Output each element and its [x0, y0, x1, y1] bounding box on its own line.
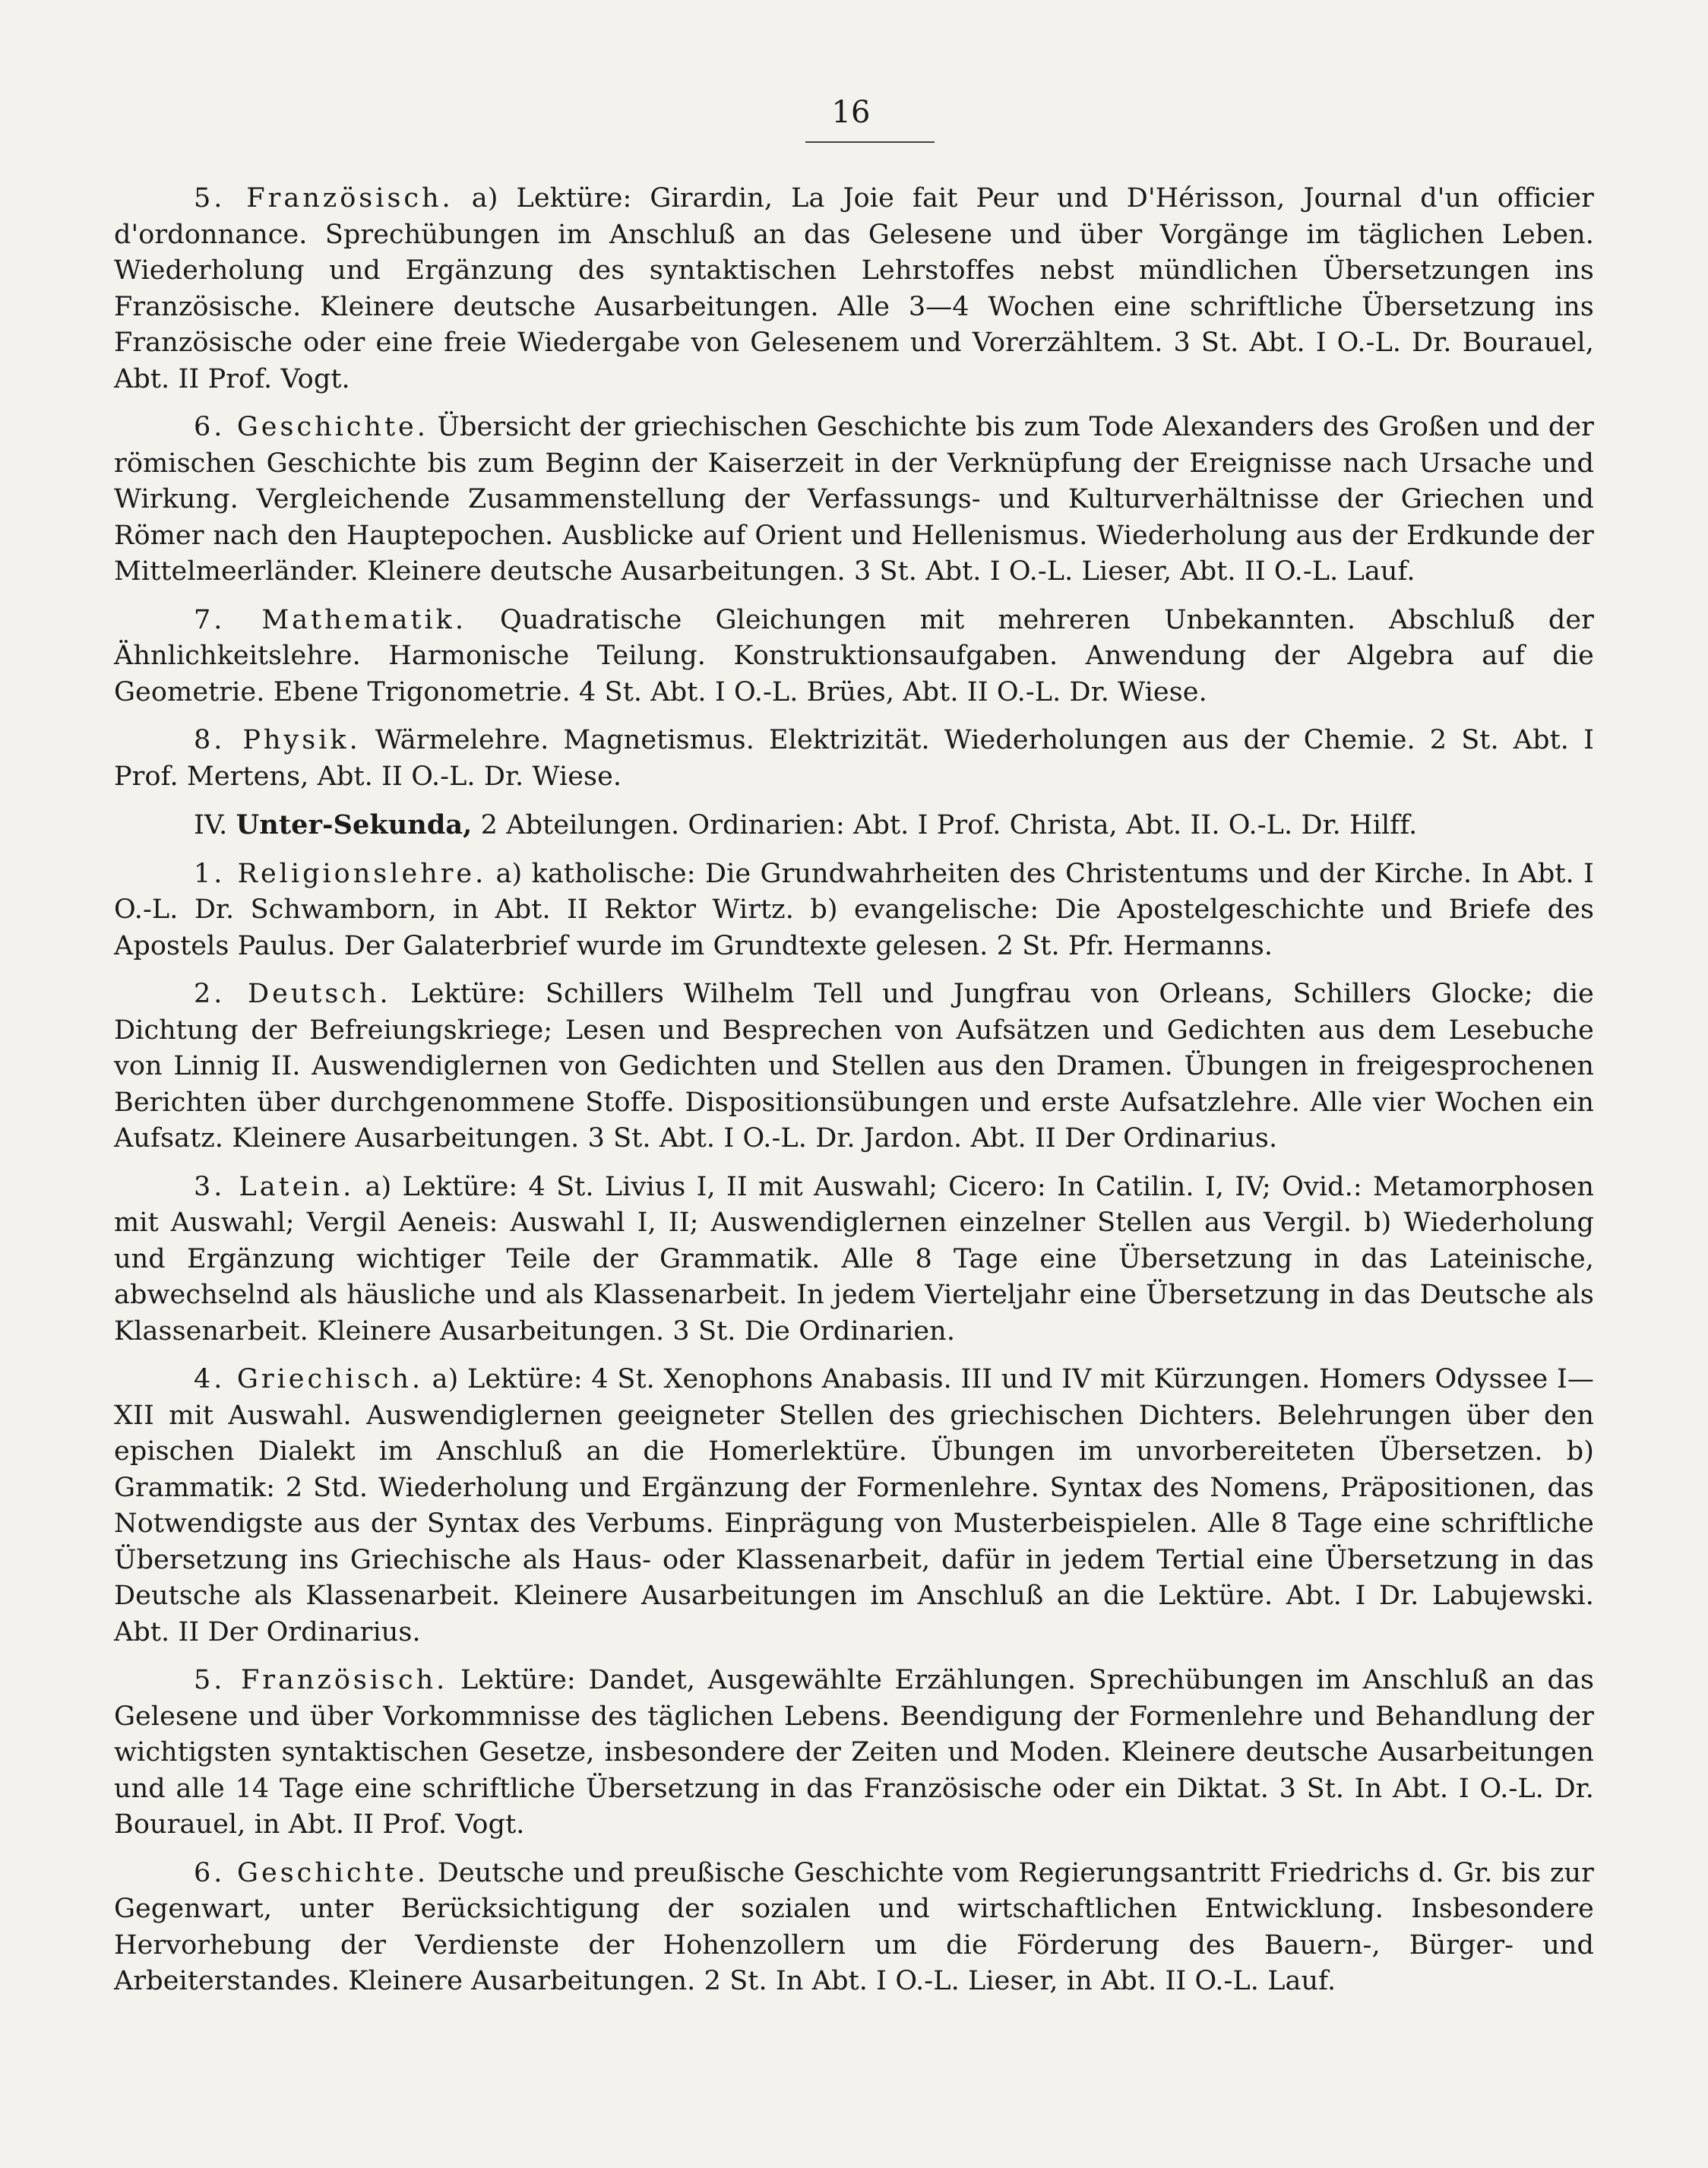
subject-heading: 4. Griechisch. [194, 1364, 424, 1394]
paragraph-geschichte-1 [114, 410, 1594, 590]
paragraph-text: Wärmelehre. Magnetismus. Elektrizität. Wiederholungen aus der Chemie. 2 St. Abt. I Prof. Mertens, Abt. II O.-L. Dr. Wiese. [114, 725, 1594, 792]
paragraph-geschichte-2 [114, 1856, 1594, 2000]
paragraph-text: a) Lektüre: 4 St. Xenophons Anabasis. III und IV mit Kürzungen. Homers Odyssee I—XII mit Auswahl. Auswendiglernen geeigneter Stellen des griechischen Dichters. Belehrungen über den epischen Dialekt im Anschluß an die Homerlektüre. Übungen im unvorbereiteten Übersetzen. b) Grammatik: 2 Std. Wiederholung und Ergänzung der Formenlehre. Syntax des Nomens, Präpositionen, das Notwendigste aus der Syntax des Verbums. Einprägung von Musterbeispielen. Alle 8 Tage eine schriftliche Übersetzung ins Griechische als Haus- oder Klassenarbeit, dafür in jedem Tertial eine Übersetzung in das Deutsche als Klassenarbeit. Kleinere Ausarbeitungen im Anschluß an die Lektüre. Abt. I Dr. Labujewski. Abt. II Der Ordinarius. [114, 1364, 1595, 1647]
subject-heading: 2. Deutsch. [194, 979, 391, 1009]
paragraph-physik [114, 723, 1594, 795]
division-text: 2 Abteilungen. Ordinarien: Abt. I Prof. Christa, Abt. II. O.-L. Dr. Hilff. [472, 810, 1418, 840]
page-number-rule [805, 141, 935, 143]
paragraph-text: Quadratische Gleichungen mit mehreren Unbekannten. Abschluß der Ähnlichkeitslehre. Harmonische Teilung. Konstruktionsaufgaben. Anwendung der Algebra auf die Geometrie. Ebene Trigonometrie. 4 St. Abt. I O.-L. Brües, Abt. II O.-L. Dr. Wiese. [114, 604, 1594, 707]
paragraph-text: Übersicht der griechischen Geschichte bis zum Tode Alexanders des Großen und der römischen Geschichte bis zum Beginn der Kaiserzeit in der Verknüpfung der Ereignisse nach Ursache und Wirkung. Vergleichende Zusammenstellung der Verfassungs- und Kulturverhältnisse der Griechen und Römer nach den Hauptepochen. Ausblicke auf Orient und Hellenismus. Wiederholung aus der Erdkunde der Mittelmeerländer. Kleinere deutsche Ausarbeitungen. 3 St. Abt. I O.-L. Lieser, Abt. II O.-L. Lauf. [114, 412, 1594, 587]
paragraph-latein [114, 1169, 1594, 1350]
paragraph-franzoesisch-2 [114, 1663, 1594, 1844]
page-number: 16 [831, 95, 871, 130]
division-numeral: IV. [194, 810, 228, 840]
paragraph-text: Lektüre: Dandet, Ausgewählte Erzählungen. Sprechübungen im Anschluß an das Gelesene und über Vorkommnisse des täglichen Lebens. Beendigung der Formenlehre und Behandlung der wichtigsten syntaktischen Gesetze, insbesondere der Zeiten und Moden. Kleinere deutsche Ausarbeitungen und alle 14 Tage eine schriftliche Übersetzung in das Französische oder ein Diktat. 3 St. In Abt. I O.-L. Dr. Bourauel, in Abt. II Prof. Vogt. [114, 1665, 1595, 1840]
subject-heading: 3. Latein. [194, 1171, 355, 1202]
subject-heading: 1. Religionslehre. [194, 858, 487, 889]
paragraph-religionslehre [114, 856, 1594, 965]
subject-heading: 5. Französisch. [194, 1665, 448, 1695]
paragraph-deutsch [114, 976, 1594, 1157]
subject-heading: 6. Geschichte. [194, 1857, 429, 1888]
paragraph-text: Deutsche und preußische Geschichte vom Regierungsantritt Friedrichs d. Gr. bis zur Gegenwart, unter Berücksichtigung der sozialen und wirtschaftlichen Entwicklung. Insbesondere Hervorhebung der Verdienste der Hohenzollern um die Förderung des Bauern-, Bürger- und Arbeiterstandes. Kleinere Ausarbeitungen. 2 St. In Abt. I O.-L. Lieser, in Abt. II O.-L. Lauf. [114, 1857, 1594, 1996]
subject-heading: 6. Geschichte. [194, 412, 429, 442]
paragraph-griechisch [114, 1362, 1594, 1651]
paragraph-text: a) Lektüre: 4 St. Livius I, II mit Auswahl; Cicero: In Catilin. I, IV; Ovid.: Metamorphosen mit Auswahl; Vergil Aeneis: Auswahl I, II; Auswendiglernen einzelner Stellen aus Vergil. b) Wiederholung und Ergänzung wichtiger Teile der Grammatik. Alle 8 Tage eine Übersetzung in das Lateinische, abwechselnd als häusliche und als Klassenarbeit. In jedem Vierteljahr eine Übersetzung in das Deutsche als Klassenarbeit. Kleinere Ausarbeitungen. 3 St. Die Ordinarien. [114, 1171, 1594, 1347]
paragraph-text: a) katholische: Die Grundwahrheiten des Christentums und der Kirche. In Abt. I O.-L. Dr. Schwamborn, in Abt. II Rektor Wirtz. b) evangelische: Die Apostelgeschichte und Briefe des Apostels Paulus. Der Galaterbrief wurde im Grundtexte gelesen. 2 St. Pfr. Hermanns. [114, 858, 1594, 961]
paragraph-text: Lektüre: Schillers Wilhelm Tell und Jungfrau von Orleans, Schillers Glocke; die Dichtung der Befreiungskriege; Lesen und Besprechen von Aufsätzen und Gedichten aus dem Lesebuche von Linnig II. Auswendiglernen von Gedichten und Stellen aus den Dramen. Übungen in freigesprochenen Berichten über durchgenommene Stoffe. Dispositionsübungen und erste Aufsatzlehre. Alle vier Wochen ein Aufsatz. Kleinere Ausarbeitungen. 3 St. Abt. I O.-L. Dr. Jardon. Abt. II Der Ordinarius. [114, 979, 1594, 1154]
subject-heading: 5. Französisch. [194, 183, 454, 214]
division-heading [114, 807, 1594, 844]
paragraph-mathematik [114, 603, 1594, 711]
subject-heading: 7. Mathematik. [194, 604, 467, 635]
subject-heading: 8. Physik. [194, 725, 361, 755]
paragraph-franzoesisch-1 [114, 181, 1594, 397]
page-body [114, 181, 1594, 2012]
division-title: Unter-Sekunda, [236, 809, 473, 840]
paragraph-text: a) Lektüre: Girardin, La Joie fait Peur und D'Hérisson, Journal d'un officier d'ordonnance. Sprechübungen im Anschluß an das Gelesene und über Vorgänge im täglichen Leben. Wiederholung und Ergänzung des syntaktischen Lehrstoffes nebst mündlichen Übersetzungen ins Französische. Kleinere deutsche Ausarbeitungen. Alle 3—4 Wochen eine schriftliche Übersetzung ins Französische oder eine freie Wiedergabe von Gelesenem und Vorerzähltem. 3 St. Abt. I O.-L. Dr. Bourauel, Abt. II Prof. Vogt. [114, 183, 1595, 394]
